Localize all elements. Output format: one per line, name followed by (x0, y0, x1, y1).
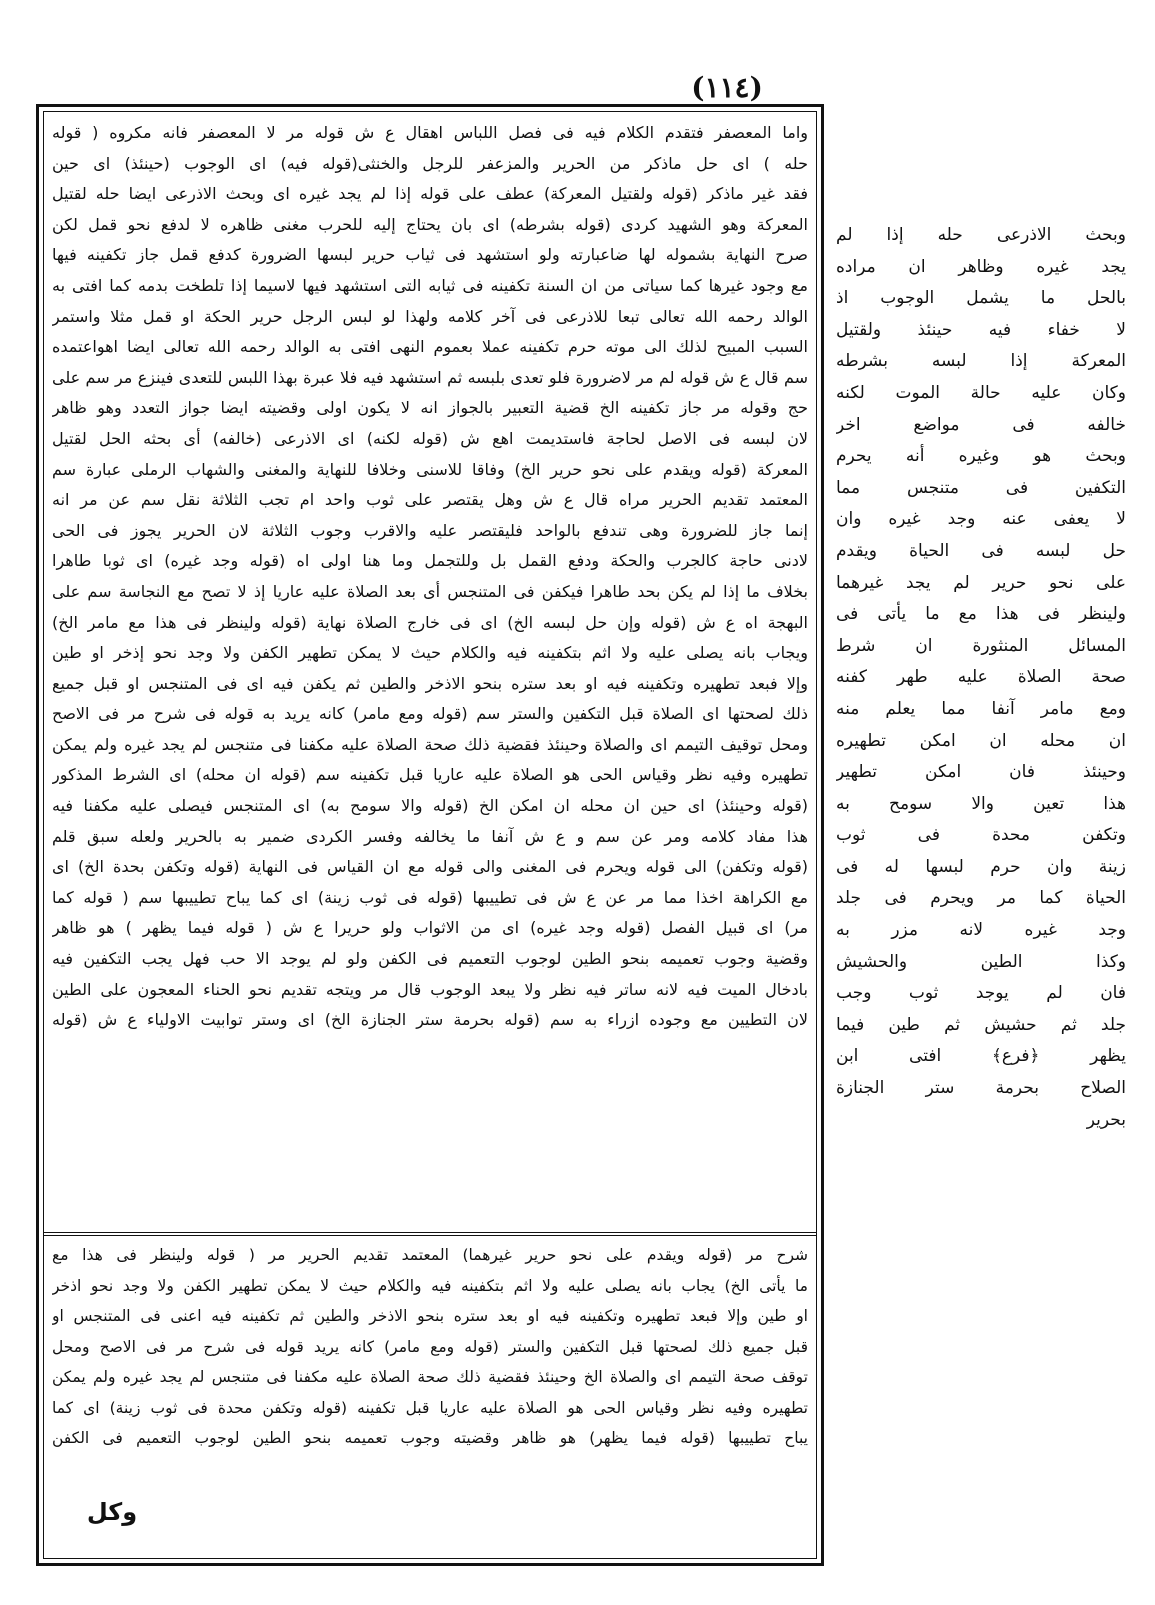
margin-text-line: وحينئذ فان امكن تطهير (836, 762, 1126, 783)
main-text-line: ذلك لصحتها اى الصلاة قبل التكفين والستر سم (قوله ومع مامر) كانه يريد به قوله فى شرح مر فى الاصح (52, 704, 808, 724)
margin-text-line: وتكفن محدة فى ثوب (836, 825, 1126, 846)
margin-text-line: زينة وان حرم لبسها له فى (836, 856, 1126, 877)
main-text-line: بخلاف ما إذا لم يكن بحد طاهرا فيكفن فى المتنجس أى بعد الصلاة عليه عاريا إذ لا تصح مع النجاسة سم على (52, 581, 808, 601)
margin-text-line: المسائل المنثورة ان شرط (836, 635, 1126, 656)
footnote-text-line: ما يأتى الخ) يجاب بانه يصلى عليه ولا اثم بتكفينه فيه والكلام حيث لا يمكن تطهير الكفن ولا وجد نحو اذخر (52, 1276, 808, 1295)
main-text-line: صرح النهاية بشموله لها ضاعبارته ولو استشهد فى ثياب حرير لبسها الضرورة كدفع قمل جاز تكفينه فيها (52, 245, 808, 265)
margin-text-line: على نحو حرير لم يجد غيرهما (836, 572, 1126, 593)
margin-text-line: يجد غيره وظاهر ان مراده (836, 256, 1126, 277)
margin-text-line: ولينظر فى هذا مع ما يأتى فى (836, 604, 1126, 625)
margin-text-line: ان محله ان امكن تطهيره (836, 730, 1126, 751)
margin-text-line: المعركة إذا لبسه بشرطه (836, 351, 1126, 372)
main-text-line: ويجاب بانه يصلى عليه ولا اثم بتكفينه فيه والكلام حيث لا يمكن تطهير الكفن ولا وجد نحو إذخر او طين (52, 643, 808, 663)
margin-text-line: وجد غيره لانه مزر به (836, 920, 1126, 941)
margin-text-line: جلد ثم حشيش ثم طين فيما (836, 1014, 1126, 1035)
main-text-line: (قوله وحينئذ) اى حين ان محله ان امكن الخ (قوله والا سومح به) اى المتنجس فيصلى عليه مكفنا فيه (52, 796, 808, 816)
main-text-line: المعركة وهو الشهيد كردى (قوله بشرطه) اى بان يحتاج إليه للحرب مغنى ظاهره لا لدفع نحو قمل لكن (52, 214, 808, 234)
margin-text-line: خالفه فى مواضع اخر (836, 414, 1126, 435)
main-text-line: السبب المبيح لذلك الى موته حرم تكفينه عملا بعموم النهى افتى به الوالد رحمه الله تعالى ايضا اهواعتمده (52, 337, 808, 357)
catchword: وكل (86, 1498, 138, 1526)
main-text-line: مع وجود غيرها كما سياتى من ان السنة تكفينه فى ثيابه التى استشهد فيها لاسيما إذا تلطخت بدمه كما افتى به (52, 275, 808, 295)
margin-text-line: وبحث الاذرعى حله إذا لم (836, 225, 1126, 245)
margin-commentary (836, 220, 1126, 1370)
margin-text-line: لا يعفى عنه وجد غيره وان (836, 509, 1126, 530)
margin-text-line: بحرير (1086, 1109, 1126, 1130)
main-text-line: مع الكراهة اخذا مما مر عن ع ش فى تطييبها (قوله فى ثوب زينة) اى كما يباح تطييبها سم ( قوله كما (52, 887, 808, 907)
margin-text-line: بالحل ما يشمل الوجوب اذ (836, 288, 1126, 309)
margin-text-line: وبحث هو وغيره أنه يحرم (836, 446, 1126, 467)
main-text-line: لادنى حاجة كالجرب والحكة ودفع القمل بل وللتجمل وما هنا اولى اه (قوله وجد غيره) اى ثوبا طاهرا (52, 551, 808, 571)
margin-text-line: الحياة كما مر ويحرم فى جلد (836, 888, 1126, 909)
main-text-line: حله ) اى حل ماذكر من الحرير والمزعفر للرجل والخنثى(قوله فيه) اى الوجوب (حينئذ) اى حين (52, 153, 808, 173)
margin-text-line: يظهر ﴿فرع﴾ افتى ابن (836, 1046, 1126, 1067)
main-text-line: (قوله وتكفن) الى قوله ويحرم فى المغنى والى قوله مع ان القياس فى النهاية (قوله وتكفن بحدة الخ) اى (52, 857, 808, 877)
main-text-line: إنما جاز للضرورة وهى تندفع بالواحد فليقتصر عليه والاقرب وجوب الثلاثة لان الحرير يجوز فى الحى (52, 520, 808, 540)
footnote-text-line: توقف صحة التيمم اى والصلاة الخ وحينئذ فقضية ذلك صحة الصلاة عليه مكفنا فى متنجس لم يجد غيره ولم يمكن (52, 1368, 808, 1386)
main-text-line: لان التطيين مع وجوده ازراء به سم (قوله بحرمة ستر الجنازة الخ) اى وستر توابيت الاولياء ع ش (قوله (52, 1010, 808, 1030)
footnote-text-line: تطهيره وفيه نظر وقياس الحى هو الصلاة عليه عاريا قبل تكفينه (قوله وتكفن محدة فى ثوب زينة) اى كما (52, 1398, 808, 1417)
footnote-commentary (52, 1240, 808, 1552)
main-text-line: سم قال ع ش قوله لم مر لاضرورة فلو تعدى بلبسه ثم استشهد فيه فلا عبرة بهذا اللبس للتعدى فينزع مر سم على (52, 367, 808, 387)
margin-text-line: التكفين فى متنجس مما (836, 477, 1126, 498)
footnote-divider (43, 1232, 817, 1236)
main-text-line: البهجة اه ع ش (قوله وإن حل لبسه الخ) اى فى خارج الصلاة نهاية (قوله ولينظر فى هذا مع مامر الخ) (52, 612, 808, 632)
margin-text-line: الصلاح بحرمة ستر الجنازة (836, 1078, 1126, 1099)
margin-text-line: وكان عليه حالة الموت لكنه (836, 382, 1126, 403)
main-text-line: تطهيره وفيه نظر وقياس الحى هو الصلاة عليه عاريا قبل تكفينه سم (قوله ان محله) اى الشرط المذكور (52, 765, 808, 785)
page-number: (١١٤) (691, 71, 763, 104)
main-text-line: حج وقوله مر جاز تكفينه الخ قضية التعبير بالجواز انه لا يكون اولى وقضيته ايضا جواز التعدد وهو ظاهر (52, 398, 808, 418)
margin-text-line: وكذا الطين والحشيش (836, 951, 1126, 972)
main-text-line: لان لبسه فى الاصل لحاجة فاستديمت اهع ش (قوله لكنه) اى الاذرعى (خالفه) أى بحثه الحل لقتيل (52, 428, 808, 448)
main-text-line: مر) اى قبيل الفصل (قوله وجد غيره) اى من الاثواب ولو حريرا ع ش ( قوله فيما يظهر ) هو ظاهر (52, 918, 808, 938)
main-text-line: المعركة (قوله ويقدم على نحو حرير الخ) وفاقا للاسنى وخلافا للنهاية والمغنى والشهاب الرملى عبارة سم (52, 459, 808, 479)
main-text-line: المعتمد تقديم الحرير مراه قال ع ش وهل يقتصر على ثوب واحد ام تجب الثلاثة نقل سم عن مر انه (52, 490, 808, 510)
margin-text-line: فان لم يوجد ثوب وجب (836, 983, 1126, 1004)
margin-text-line: هذا تعين والا سومح به (836, 793, 1126, 814)
margin-text-line: صحة الصلاة عليه طهر كفنه (836, 667, 1126, 688)
main-text-line: وإلا فبعد تطهيره وتكفينه فيه او بعد ستره بنحو الاذخر والطين ثم يكفن فيه اى فى المتنجس او قبل جميع (52, 673, 808, 693)
main-text-line: الوالد رحمه الله تعالى تبعا للاذرعى فى آخر كلامه ولهذا لو لبس الرجل حرير الحكة او قمل مثلا واستمر (52, 306, 808, 326)
footnote-text-line: قبل جميع ذلك لصحتها قبل التكفين والستر (قوله ومع مامر) كانه يريد قوله فى شرح مر فى الاصح ومحل (52, 1337, 808, 1356)
margin-text-line: حل لبسه فى الحياة ويقدم (836, 540, 1126, 561)
footnote-text-line: شرح مر (قوله ويقدم على نحو حرير غيرهما) المعتمد تقديم الحرير مر ( قوله ولينظر فى هذا مع (52, 1246, 808, 1264)
footnote-text-line: يباح تطييبها (قوله فيما يظهر) هو ظاهر وقضيته وجوب تعميمه بنحو الطين لوجوب التعميم فى الكفن (52, 1429, 808, 1447)
main-text-line: وقضية وجوب تعميمه بنحو الطين لوجوب التعميم فى الكفن ولو لم يوجد الا حب فهل يجب التكفين فيه (52, 949, 808, 969)
margin-text-line: ومع مامر آنفا مما يعلم منه (836, 698, 1126, 719)
main-text-line: بادخال الميت فيه لانه ساتر فيه نظر ولا يبعد الوجوب قال مر ويتجه تقديم نحو الحناء المعجون على الطين (52, 979, 808, 999)
footnote-text-line: او طين وإلا فبعد تطهيره وتكفينه فيه او بعد ستره بنحو الاذخر والطين ثم تكفينه فيه اعنى فى المتنجس او (52, 1307, 808, 1325)
main-commentary (52, 118, 808, 1228)
main-text-line: فقد غير ماذكر (قوله ولقتيل المعركة) عطف على قوله إذا لم يجد غيره اى وبحث الاذرعى ايضا حله لقتيل (52, 184, 808, 204)
main-text-line: واما المعصفر فتقدم الكلام فيه فى فصل اللباس اهقال ع ش قوله مر لا المعصفر فانه مكروه ( قوله (52, 123, 808, 142)
main-text-line: ومحل توقيف التيمم اى والصلاة وحينئذ فقضية ذلك صحة الصلاة عليه مكفنا فى متنجس لم يجد غيره ولم يمكن (52, 734, 808, 754)
margin-text-line: لا خفاء فيه حينئذ ولقتيل (836, 319, 1126, 340)
main-text-line: هذا مفاد كلامه ومر عن سم و ع ش آنفا ما يخالفه وفسر الكردى ضمير به بالحرير ولعله سبق قلم (52, 826, 808, 846)
